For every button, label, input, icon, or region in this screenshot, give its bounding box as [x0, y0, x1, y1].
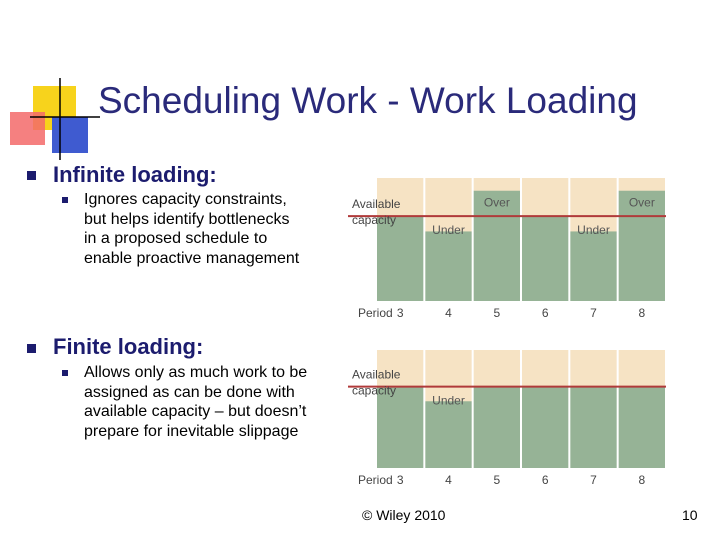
logo-blue-square — [52, 117, 88, 153]
annotation-over: Over — [483, 195, 510, 210]
tick-label-period-8: 8 — [638, 473, 646, 487]
load-bar-period-6 — [521, 387, 569, 468]
load-bar-period-7 — [569, 231, 617, 301]
tick-label-period-6: 6 — [541, 306, 549, 320]
tick-label-period-8: 8 — [638, 306, 646, 320]
tick-label-period-7: 7 — [590, 306, 597, 320]
annotation-under: Under — [432, 223, 465, 238]
bullet-heading-finite: Finite loading: — [53, 334, 204, 359]
axis-label-period: Period — [358, 306, 393, 320]
bullet-heading-infinite: Infinite loading: — [53, 162, 217, 187]
infinite-loading-chart — [348, 175, 670, 323]
axis-label-available: Available — [352, 367, 401, 382]
slide-logo — [0, 0, 100, 170]
bullet-text-infinite: Ignores capacity constraints, but helps identify bottlenecks in a proposed schedule to enable proactive management — [84, 191, 300, 267]
axis-label-available: Available — [352, 197, 401, 212]
tick-label-period-5: 5 — [493, 473, 501, 487]
sub-bullet-square — [62, 370, 68, 376]
footer-copyright: © Wiley 2010 — [362, 507, 446, 523]
bullet-square — [27, 171, 36, 180]
finite-loading-chart — [348, 347, 670, 490]
load-bar-period-8 — [618, 387, 666, 468]
annotation-over: Over — [628, 195, 655, 210]
load-bar-period-5 — [473, 387, 521, 468]
load-bar-period-6 — [521, 216, 569, 301]
axis-label-capacity: capacity — [352, 383, 397, 398]
slide-title: Scheduling Work - Work Loading — [98, 80, 638, 121]
axis-label-period: Period — [358, 473, 393, 487]
load-bar-period-4 — [424, 231, 472, 301]
sub-bullet-square — [62, 197, 68, 203]
tick-label-period-4: 4 — [445, 473, 452, 487]
tick-label-period-4: 4 — [445, 306, 452, 320]
annotation-under: Under — [432, 393, 465, 408]
tick-label-period-3: 3 — [396, 306, 404, 320]
load-bar-period-4 — [424, 401, 472, 468]
tick-label-period-7: 7 — [590, 473, 597, 487]
annotation-under: Under — [577, 223, 610, 238]
load-bar-period-7 — [569, 387, 617, 468]
load-bar-period-3 — [376, 387, 424, 468]
axis-label-capacity: capacity — [352, 213, 397, 228]
bullet-square — [27, 344, 36, 353]
page-number: 10 — [682, 507, 698, 523]
tick-label-period-3: 3 — [396, 473, 404, 487]
load-bar-period-3 — [376, 216, 424, 301]
bullet-text-finite: Allows only as much work to be assigned as can be done with available capacity – but doesn’t prepare for inevitable slippage — [84, 364, 308, 440]
tick-label-period-5: 5 — [493, 306, 501, 320]
tick-label-period-6: 6 — [541, 473, 549, 487]
